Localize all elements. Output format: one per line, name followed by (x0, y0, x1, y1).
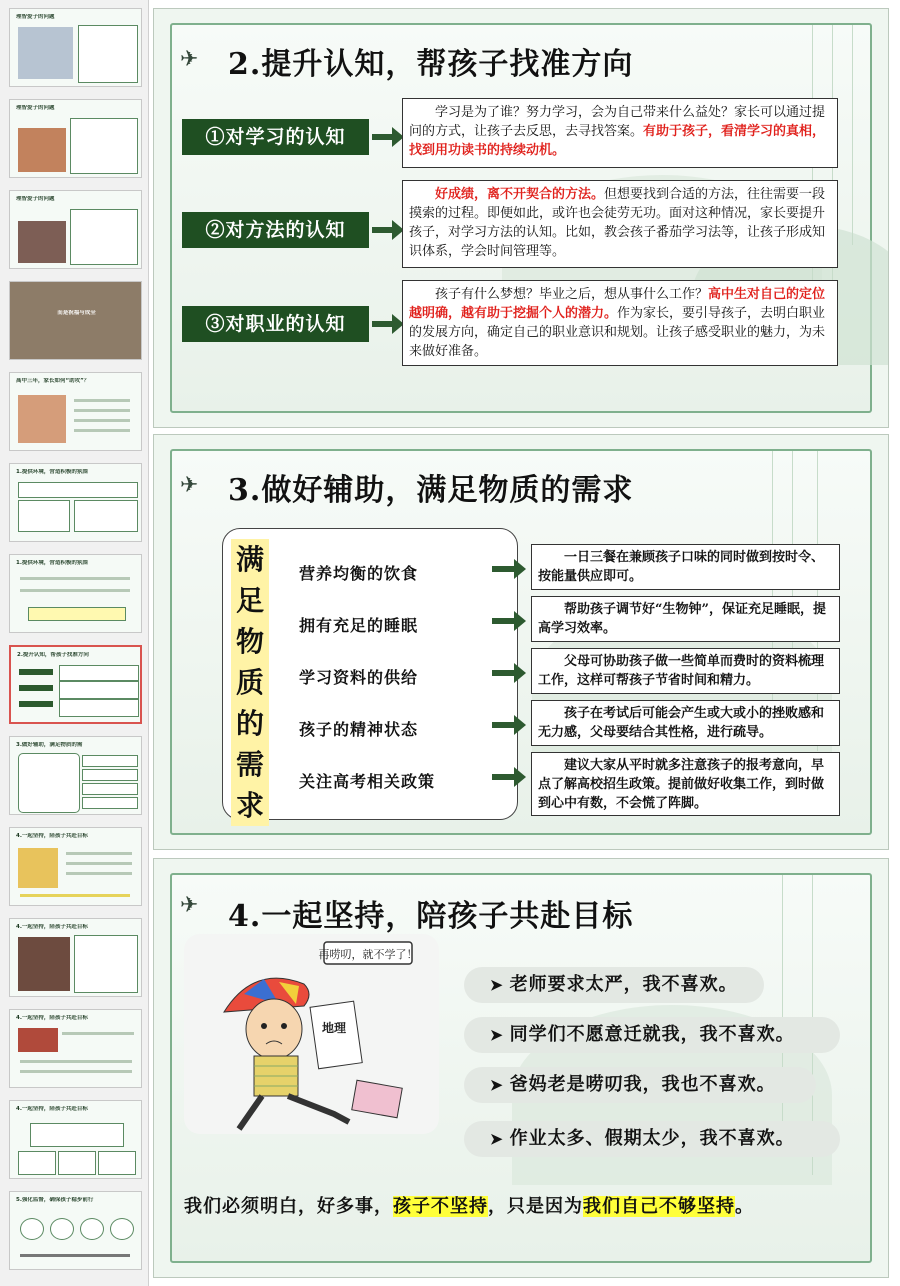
need-item-text (531, 544, 840, 590)
slide-panel-2[interactable] (153, 434, 889, 850)
text-plain: 我们必须明白，好多事， (184, 1196, 393, 1217)
need-item-label: 关注高考相关政策 (299, 772, 436, 791)
complaint-text: 同学们不愿意迁就我，我不喜欢。 (509, 1024, 795, 1045)
complaint-text: 作业太多、假期太少，我不喜欢。 (509, 1128, 795, 1149)
arrow-right-icon (492, 618, 516, 624)
vertical-label (231, 539, 269, 826)
thumbnail-title: 理智爱子的问题 (16, 196, 55, 202)
material-needs-box (222, 528, 518, 820)
text-plain: 一日三餐在兼顾孩子口味的同时做到按时令、按能量供应即可。 (538, 550, 825, 584)
text-plain: 帮助孩子调节好“生物钟”，保证充足睡眠，提高学习效率。 (538, 602, 826, 636)
slide-thumbnail-11[interactable] (9, 918, 142, 997)
cartoon-boy-image (184, 934, 439, 1134)
slide-panel-3[interactable] (153, 858, 889, 1278)
vertical-char: 满 (235, 543, 264, 576)
vertical-char: 质 (235, 666, 264, 699)
arrow-right-icon (372, 134, 394, 140)
need-item-label: 拥有充足的睡眠 (299, 616, 419, 635)
text-highlight: 高中生对自己的定位越明确，越有助于挖掘个人的潜力。 (409, 287, 826, 321)
slide-title: 3.做好辅助，满足物质的需求 (228, 473, 634, 508)
vertical-char: 求 (235, 789, 264, 822)
need-item-text (531, 648, 840, 694)
text-plain: 。 (735, 1196, 754, 1217)
text-plain: 孩子有什么梦想？毕业之后，想从事什么工作？ (435, 287, 709, 302)
complaint-text: 爸妈老是唠叨我，我也不喜欢。 (509, 1074, 776, 1095)
slide-panel-1[interactable] (153, 8, 889, 428)
need-item-label: 营养均衡的饮食 (299, 564, 419, 583)
slide-thumbnail-9[interactable] (9, 736, 142, 815)
vertical-char: 物 (235, 625, 264, 658)
complaint-text: 老师要求太严，我不喜欢。 (509, 974, 738, 995)
complaint-item (464, 1121, 840, 1157)
text-plain: 作为家长，要引导孩子，去明白职业的发展方向，确定自己的职业意识和规划。让孩子感受职业的魅力，为未来做好准备。 (409, 306, 826, 359)
thumbnail-title: 理智爱子的问题 (16, 105, 55, 111)
slide-thumbnail-7[interactable] (9, 554, 142, 633)
arrow-right-icon (372, 227, 394, 233)
slide-thumbnail-14[interactable] (9, 1191, 142, 1270)
thumbnail-title: 而是祝福与成全 (57, 310, 96, 316)
triangle-bullet-icon: ➤ (490, 976, 504, 994)
bird-decoration-icon: ✈ (180, 893, 199, 918)
arrow-right-icon (492, 670, 516, 676)
thumbnail-title: 3.做好辅助，满足物质的需 (16, 742, 83, 748)
text-plain: 但想要找到合适的方法，往往需要一段摸索的过程。即便如此，或许也会徒劳无功。面对这种情况，家长要提升孩子，对学习方法的认知。比如，教会孩子番茄学习法等，让孩子形成知识体系，学会时间管理等。 (409, 187, 826, 259)
vertical-char: 的 (235, 707, 264, 740)
vertical-char: 足 (235, 584, 264, 617)
slide-thumbnail-5[interactable] (9, 372, 142, 451)
thumbnail-title: 4.一起坚持，陪孩子共赴目标 (16, 924, 88, 930)
method-cognition-text (402, 180, 838, 268)
arrow-right-icon (492, 566, 516, 572)
thumbnail-title: 理智爱子的问题 (16, 14, 55, 20)
complaint-item (464, 1067, 816, 1103)
need-item-label: 孩子的精神状态 (299, 720, 419, 739)
need-item-text (531, 596, 840, 642)
vertical-char: 需 (235, 748, 264, 781)
arrow-right-icon (372, 321, 394, 327)
arrow-right-icon (492, 722, 516, 728)
bird-decoration-icon: ✈ (180, 47, 199, 72)
complaint-item (464, 967, 764, 1003)
label-career-cognition: ③对职业的认知 (182, 306, 369, 342)
highlighted-text: 我们自己不够坚持 (583, 1196, 735, 1217)
text-plain: 父母可协助孩子做一些简单而费时的资料梳理工作，这样可帮孩子节省时间和精力。 (538, 654, 825, 688)
thumbnail-title: 4.一起坚持，陪孩子共赴目标 (16, 1015, 88, 1021)
highlighted-text: 孩子不坚持 (393, 1196, 488, 1217)
bird-decoration-icon: ✈ (180, 473, 199, 498)
slide-thumbnail-2[interactable] (9, 99, 142, 178)
thumbnail-title: 1.提供环境，营造积极的氛围 (16, 560, 88, 566)
slide-thumbnail-13[interactable] (9, 1100, 142, 1179)
complaint-item (464, 1017, 840, 1053)
slide-thumbnail-panel (0, 0, 149, 1286)
thumbnail-title: 4.一起坚持，陪孩子共赴目标 (16, 833, 88, 839)
text-plain: 孩子在考试后可能会产生或大或小的挫败感和无力感，父母要结合其性格，进行疏导。 (538, 706, 825, 740)
slide-thumbnail-4[interactable] (9, 281, 142, 360)
thumbnail-title: 5.强化监督，确保孩子稳步前行 (16, 1197, 94, 1203)
triangle-bullet-icon: ➤ (490, 1076, 504, 1094)
slide-thumbnail-8[interactable] (9, 645, 142, 724)
triangle-bullet-icon: ➤ (490, 1130, 504, 1148)
text-plain: 学习是为了谁？努力学习，会为自己带来什么益处？家长可以通过提问的方式，让孩子去反思，去寻找答案。 (409, 105, 826, 139)
thumbnail-title: 1.提供环境，营造积极的氛围 (16, 469, 88, 475)
text-highlight: 好成绩，离不开契合的方法。 (435, 187, 605, 202)
slide-title: 2.提升认知，帮孩子找准方向 (228, 47, 634, 82)
need-item-text (531, 752, 840, 816)
slide-thumbnail-12[interactable] (9, 1009, 142, 1088)
text-plain: 建议大家从平时就多注意孩子的报考意向，早点了解高校招生政策。提前做好收集工作，到时做到心中有数，不会慌了阵脚。 (538, 758, 825, 811)
label-method-cognition: ②对方法的认知 (182, 212, 369, 248)
slide-title: 4.一起坚持，陪孩子共赴目标 (228, 899, 634, 934)
label-learning-cognition: ①对学习的认知 (182, 119, 369, 155)
text-highlight: 有助于孩子，看清学习的真相，找到用功读书的持续动机。 (409, 124, 826, 158)
need-item-text (531, 700, 840, 746)
learning-cognition-text (402, 98, 838, 168)
thumbnail-title: 高中三年，家长如何“助攻”？ (16, 378, 90, 384)
arrow-right-icon (492, 774, 516, 780)
speech-bubble-text: 再唠叨，就不学了！ (318, 948, 418, 961)
slide-thumbnail-3[interactable] (9, 190, 142, 269)
career-cognition-text (402, 280, 838, 366)
thumbnail-title: 4.一起坚持，陪孩子共赴目标 (16, 1106, 88, 1112)
slide-thumbnail-1[interactable] (9, 8, 142, 87)
thumbnail-title: 2.提升认知，帮孩子找准方向 (17, 652, 89, 658)
slide-thumbnail-10[interactable] (9, 827, 142, 906)
triangle-bullet-icon: ➤ (490, 1026, 504, 1044)
slide-thumbnail-6[interactable] (9, 463, 142, 542)
book-title-text: 地理 (321, 1021, 347, 1035)
text-plain: ，只是因为 (488, 1196, 583, 1217)
cartoon-illustration (184, 934, 439, 1134)
conclusion-sentence (184, 1192, 754, 1218)
need-item-label: 学习资料的供给 (299, 668, 419, 687)
